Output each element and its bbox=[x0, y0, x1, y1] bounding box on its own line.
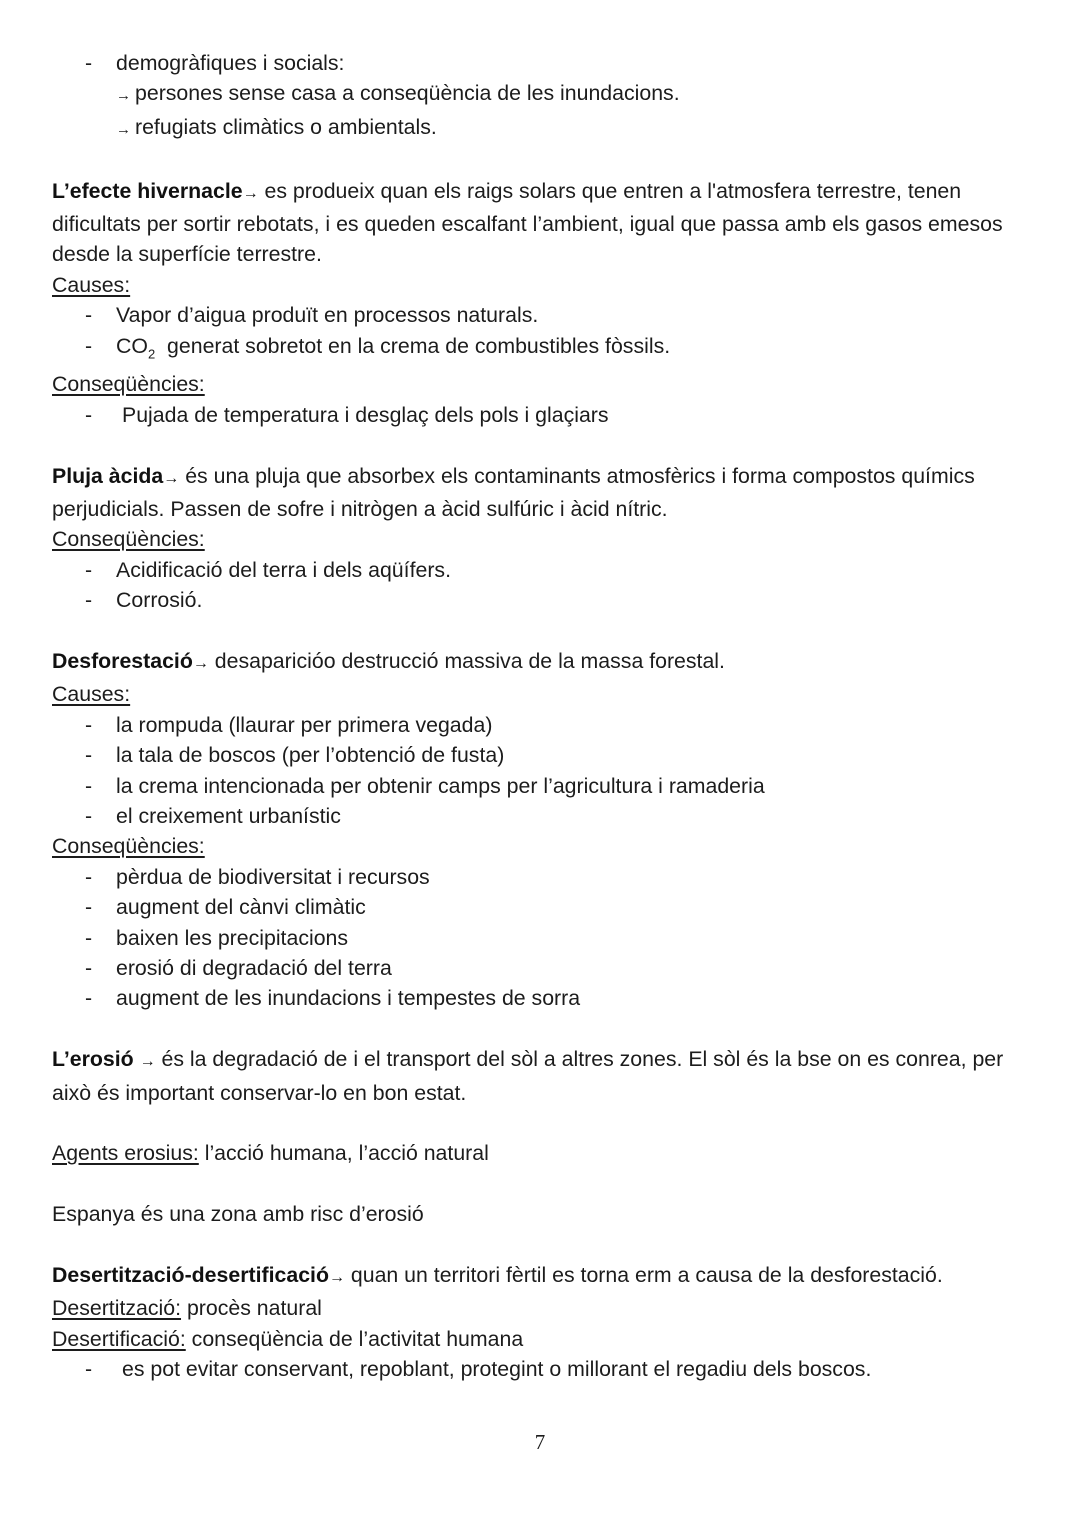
list-item: - erosió di degradació del terra bbox=[85, 955, 392, 980]
list-item: - la crema intencionada per obtenir camps per l’agricultura i ramaderia bbox=[85, 773, 765, 798]
list-item: - la tala de boscos (per l’obtenció de fusta) bbox=[85, 743, 505, 768]
section-label-consequencies: Conseqüències: bbox=[52, 834, 205, 859]
term-pluja: Pluja àcida→ bbox=[52, 463, 180, 488]
arrow-icon: → bbox=[116, 120, 131, 138]
document-page bbox=[52, 48, 1042, 1385]
list-item: - la rompuda (llaurar per primera vegada) bbox=[85, 712, 493, 737]
desertitzacio-definition: Desertització-desertificació→ quan un territori fèrtil es torna erm a causa de la desforestació. bbox=[52, 1262, 943, 1287]
term-erosio: L’erosió → bbox=[52, 1047, 156, 1072]
list-item: - Acidificació del terra i dels aqüífers. bbox=[85, 557, 451, 582]
hivernacle-definition: L’efecte hivernacle→ es produeix quan els raigs solars que entren a l'atmosfera terrestre, tenen dificultats per sortir rebotats, i es queden escalfant l’ambient, igual que passa amb els gasos emesos desde la superfície terrestre. bbox=[52, 178, 1003, 267]
pluja-definition: Pluja àcida→ és una pluja que absorbex els contaminants atmosfèrics i forma compostos químics perjudicials. Passen de sofre i nitrògen a àcid sulfúric i àcid nítric. bbox=[52, 463, 975, 521]
term-desforestacio: Desforestació→ bbox=[52, 648, 209, 673]
desertitzacio-line: Desertització: procès natural bbox=[52, 1296, 322, 1321]
list-item: - Corrosió. bbox=[85, 588, 203, 613]
arrow-icon: → bbox=[192, 654, 209, 672]
term-hivernacle: L’efecte hivernacle→ bbox=[52, 178, 259, 203]
arrow-icon: → bbox=[163, 469, 180, 487]
agents-erosius: Agents erosius: l’acció humana, l’acció natural bbox=[52, 1141, 489, 1166]
erosio-definition: L’erosió → és la degradació de i el transport del sòl a altres zones. El sòl és la bse on es conrea, per això és important conservar-lo en bon estat. bbox=[52, 1047, 1004, 1105]
list-item: - Pujada de temperatura i desglaç dels pols i glaçiars bbox=[85, 402, 609, 427]
term-desertitzacio: Desertització-desertificació→ bbox=[52, 1262, 345, 1287]
section-label-causes: Causes: bbox=[52, 682, 131, 707]
list-item: - demogràfiques i socials: bbox=[85, 51, 345, 75]
list-item: - pèrdua de biodiversitat i recursos bbox=[85, 864, 430, 889]
arrow-icon: → bbox=[328, 1268, 345, 1286]
sub-list-item: → refugiats climàtics o ambientals. bbox=[116, 114, 437, 139]
list-item: - el creixement urbanístic bbox=[85, 803, 341, 828]
page-number: 7 bbox=[534, 1430, 546, 1454]
section-label-consequencies: Conseqüències: bbox=[52, 372, 205, 397]
list-item: - $CO_2$ generat sobretot en la crema de combustibles fòssils. bbox=[85, 333, 671, 361]
arrow-icon: → bbox=[116, 87, 131, 105]
section-label-consequencies: Conseqüències: bbox=[52, 527, 205, 552]
arrow-icon: → bbox=[242, 184, 259, 202]
desforestacio-definition: Desforestació→ desaparicióo destrucció massiva de la massa forestal. bbox=[52, 648, 725, 673]
section-label-causes: Causes: bbox=[52, 272, 131, 297]
list-item: - augment del cànvi climàtic bbox=[85, 895, 366, 920]
list-item: - es pot evitar conservant, repoblant, protegint o millorant el regadiu dels boscos. bbox=[85, 1357, 872, 1382]
sub-list-item: → persones sense casa a conseqüència de les inundacions. bbox=[116, 81, 680, 106]
list-item: - baixen les precipitacions bbox=[85, 925, 349, 950]
list-item: - Vapor d’aigua produït en processos naturals. bbox=[85, 303, 539, 328]
list-item: - augment de les inundacions i tempestes de sorra bbox=[85, 986, 581, 1011]
espanya-note: Espanya és una zona amb risc d’erosió bbox=[52, 1202, 424, 1227]
arrow-icon: → bbox=[139, 1053, 156, 1071]
desertificacio-line: Desertificació: conseqüència de l’activitat humana bbox=[52, 1326, 524, 1351]
